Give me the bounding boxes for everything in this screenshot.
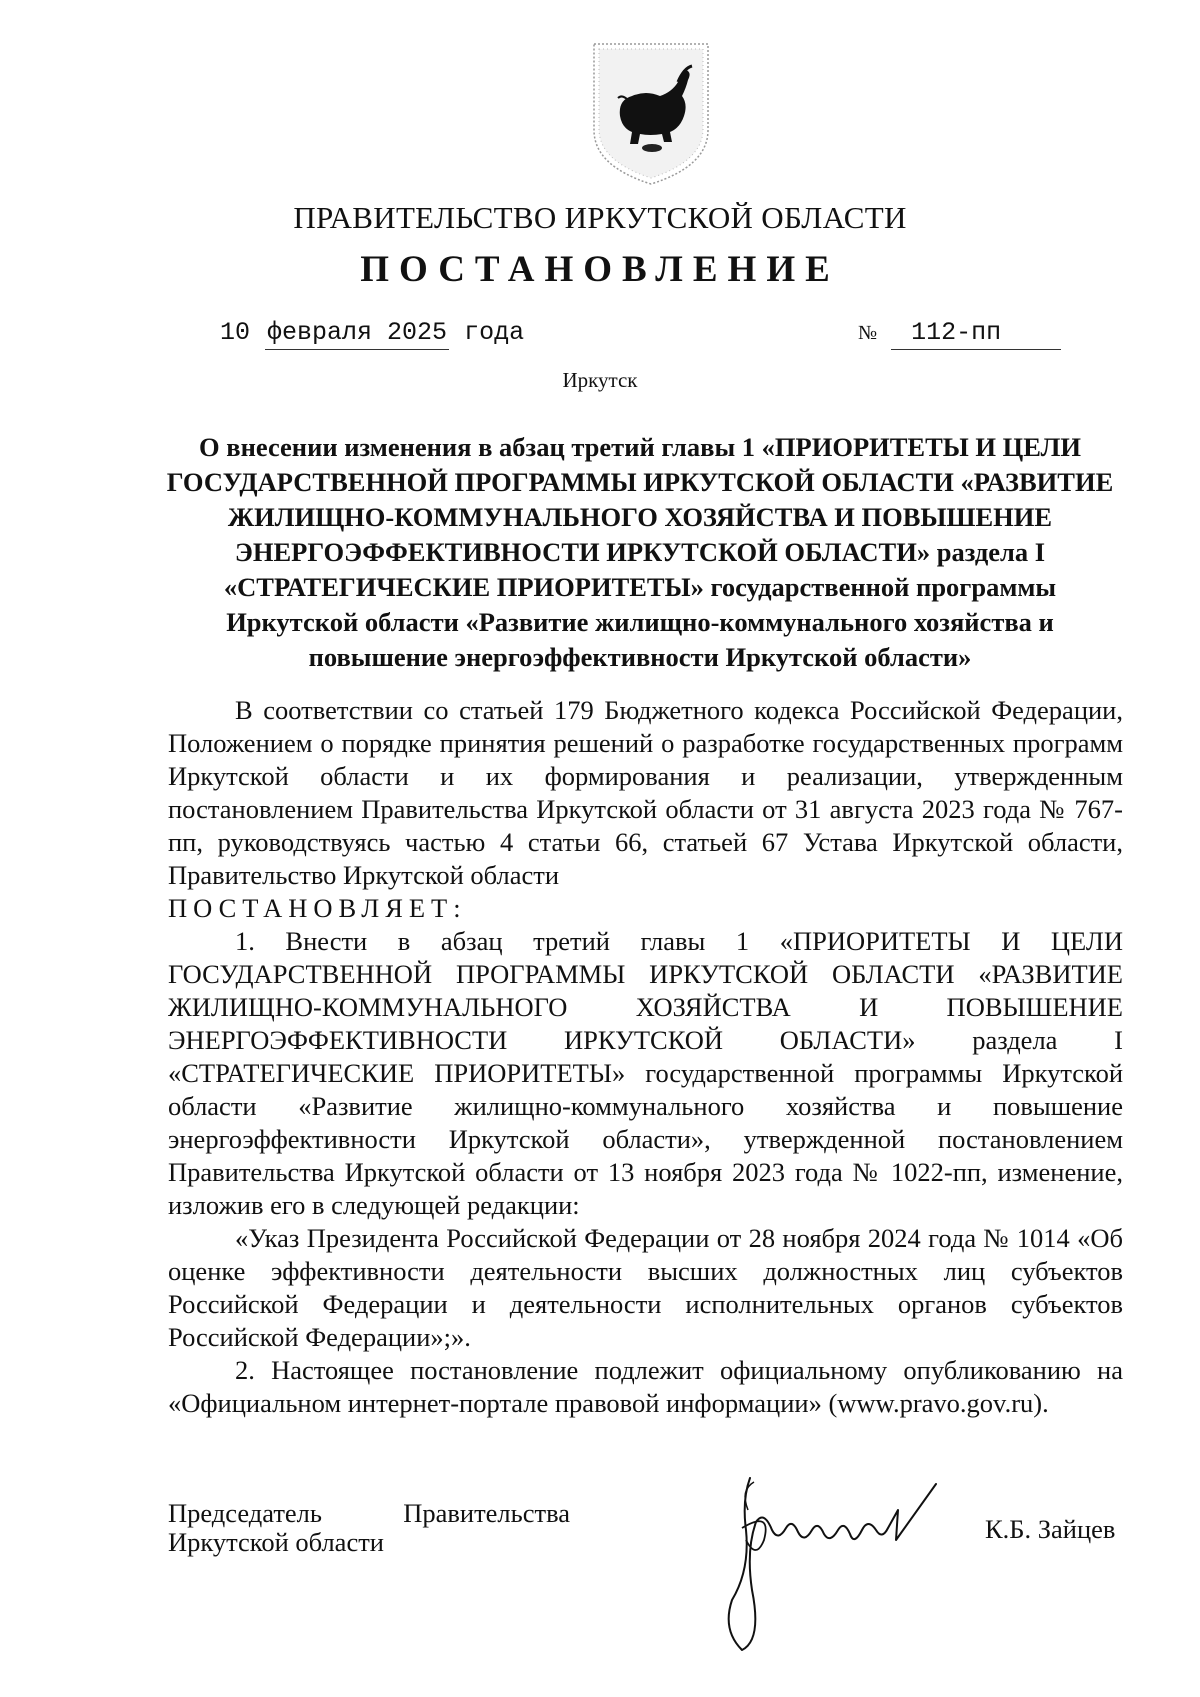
number-sign: №	[858, 322, 878, 344]
coat-of-arms-icon	[588, 38, 714, 188]
document-date	[220, 318, 524, 350]
item-1-paragraph: 1. Внести в абзац третий главы 1 «ПРИОРИТЕТЫ И ЦЕЛИ ГОСУДАРСТВЕННОЙ ПРОГРАММЫ ИРКУТСКОЙ ОБЛАСТИ «РАЗВИТИЕ ЖИЛИЩНО-КОММУНАЛЬНОГО ХОЗЯЙСТВА И ПОВЫШЕНИЕ ЭНЕРГОЭФФЕКТИВНОСТИ ИРКУТСКОЙ ОБЛАСТИ» раздела I «СТРАТЕГИЧЕСКИЕ ПРИОРИТЕТЫ» государственной программы Иркутской области «Развитие жилищно-коммунального хозяйства и повышение энергоэффективности Иркутской области», утвержденной постановлением Правительства Иркутской области от 13 ноября 2023 года № 1022-пп, изменение, изложив его в следующей редакции:	[168, 926, 1123, 1220]
handwritten-signature-icon	[712, 1470, 972, 1660]
date-suffix: года	[464, 318, 525, 347]
resolves-heading: ПОСТАНОВЛЯЕТ:	[168, 893, 467, 923]
item-2-paragraph: 2. Настоящее постановление подлежит официальному опубликованию на «Официальном интернет-портале правовой информации» (www.pravo.gov.ru).	[168, 1355, 1123, 1418]
position-line-2: Иркутской области	[168, 1527, 384, 1557]
preamble-paragraph: В соответствии со статьей 179 Бюджетного кодекса Российской Федерации, Положением о порядке принятия решений о разработке государственных программ Иркутской области и их формирования и реализации, утвержденным постановлением Правительства Иркутской области от 31 августа 2023 года № 767-пп, руководствуясь частью 4 статьи 66, статьей 67 Устава Иркутской области, Правительство Иркутской области	[168, 695, 1123, 890]
quote-paragraph: «Указ Президента Российской Федерации от 28 ноября 2024 года № 1014 «Об оценке эффективности деятельности высших должностных лиц субъектов Российской Федерации и деятельности исполнительных органов субъектов Российской Федерации»;».	[168, 1223, 1123, 1352]
document-title: О внесении изменения в абзац третий главы 1 «ПРИОРИТЕТЫ И ЦЕЛИ ГОСУДАРСТВЕННОЙ ПРОГРАММЫ ИРКУТСКОЙ ОБЛАСТИ «РАЗВИТИЕ ЖИЛИЩНО-КОММУНАЛЬНОГО ХОЗЯЙСТВА И ПОВЫШЕНИЕ ЭНЕРГОЭФФЕКТИВНОСТИ ИРКУТСКОЙ ОБЛАСТИ» раздела I «СТРАТЕГИЧЕСКИЕ ПРИОРИТЕТЫ» государственной программы Иркутской области «Развитие жилищно-коммунального хозяйства и повышение энергоэффективности Иркутской области»	[166, 432, 1114, 672]
document-body	[168, 694, 1123, 1420]
date-day: 10	[220, 318, 251, 347]
number-value: 112-пп	[891, 318, 1061, 350]
document-number	[858, 318, 1061, 350]
position-word-2: Правительства	[403, 1498, 570, 1528]
signatory-name: К.Б. Зайцев	[985, 1514, 1116, 1544]
document-type-heading: ПОСТАНОВЛЕНИЕ	[360, 249, 840, 290]
issue-city: Иркутск	[562, 368, 638, 392]
signatory-position	[168, 1499, 570, 1557]
government-name: ПРАВИТЕЛЬСТВО ИРКУТСКОЙ ОБЛАСТИ	[293, 200, 907, 235]
date-month-year: февраля 2025	[265, 318, 449, 350]
position-word-1: Председатель	[168, 1498, 322, 1528]
